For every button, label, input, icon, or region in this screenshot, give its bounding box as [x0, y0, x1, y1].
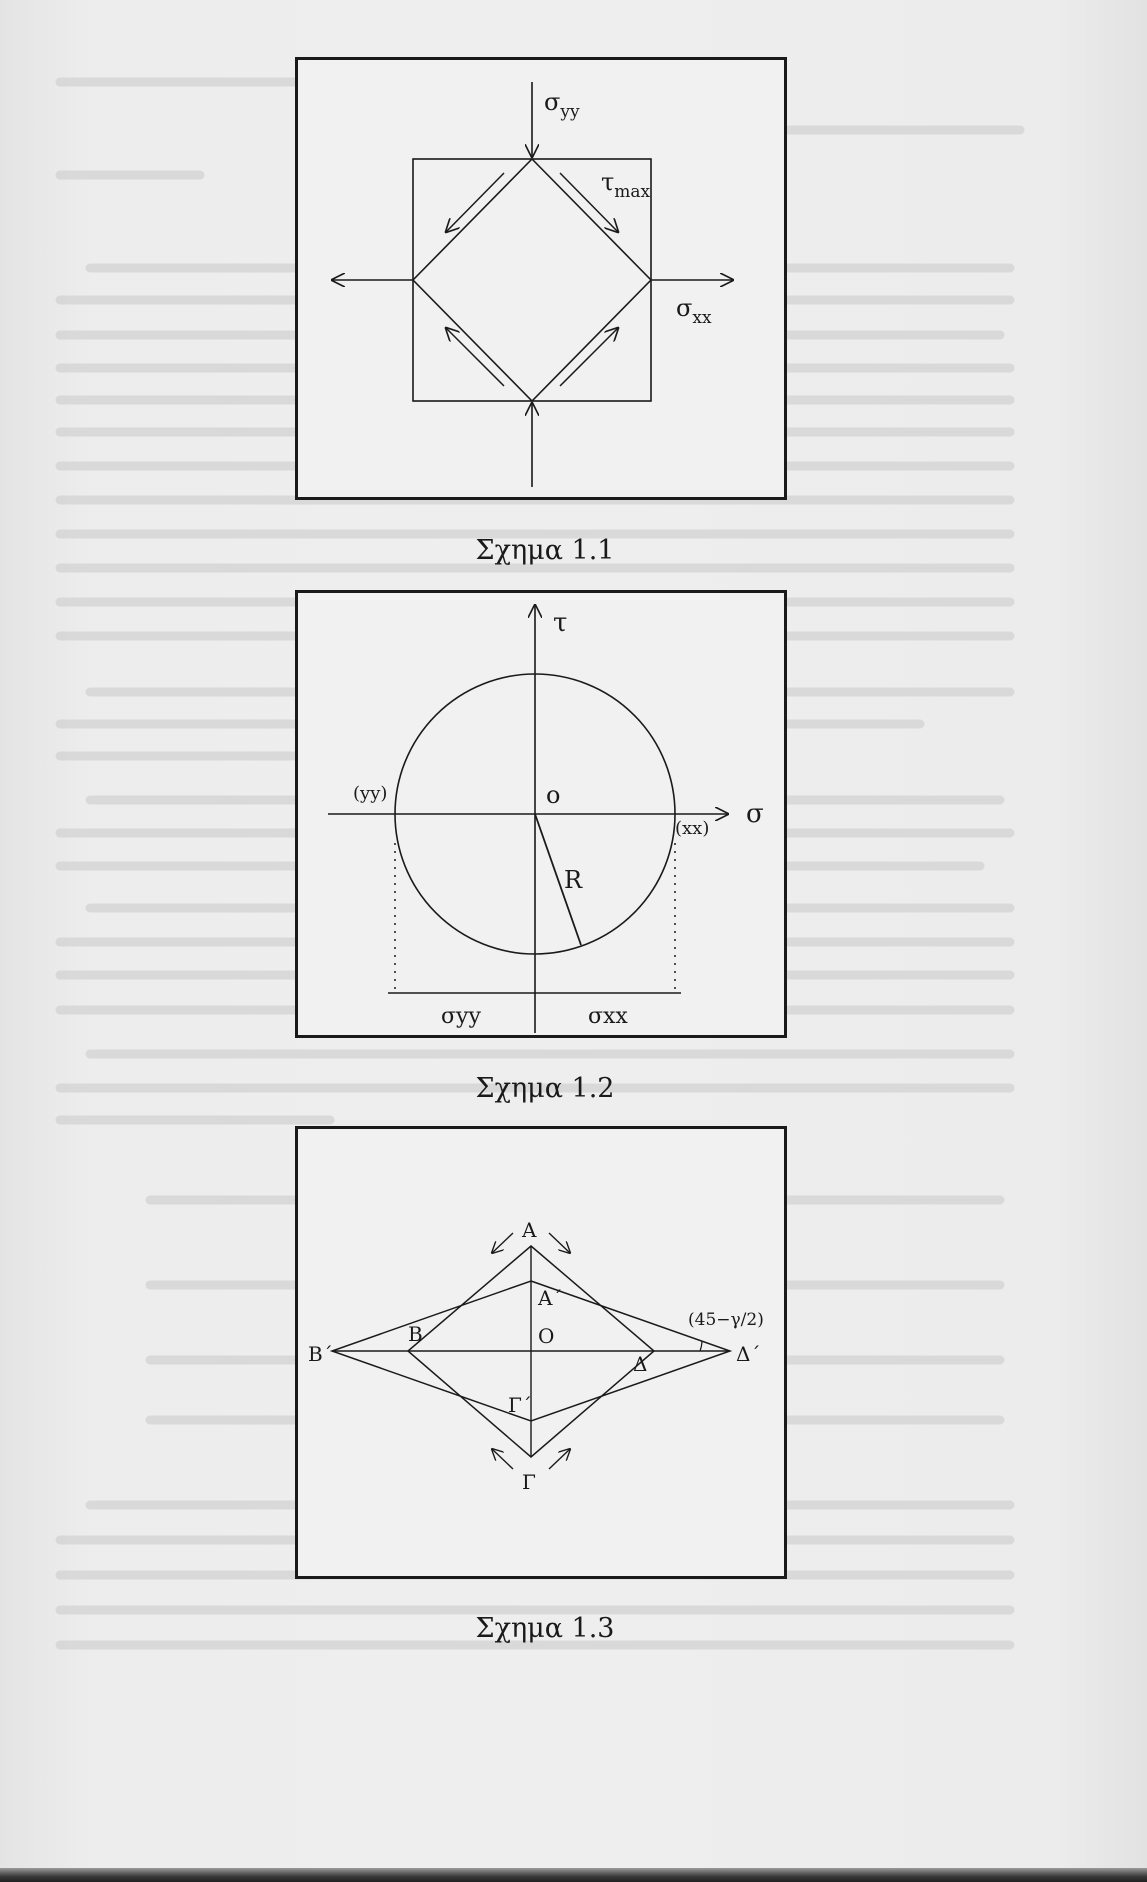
tau-max-label: $\tau_{max}$	[601, 168, 651, 202]
angle-arc	[700, 1341, 702, 1351]
label-Delta-prime: Δ΄	[736, 1342, 761, 1366]
yy-point-label: (yy)	[353, 783, 388, 804]
shear-arrow-lower-right	[560, 328, 618, 386]
label-B-prime: B΄	[308, 1342, 333, 1366]
shear-arrow-a-left	[492, 1233, 513, 1253]
figure-1-1-caption: Σχημα 1.1	[475, 535, 615, 566]
figure-1-2	[295, 590, 787, 1038]
shear-arrow-g-right	[549, 1449, 570, 1469]
figure-1-1	[295, 57, 787, 500]
stress-element-diagram	[298, 60, 784, 497]
figure-1-3-caption: Σχημα 1.3	[475, 1613, 615, 1644]
figure-1-3	[295, 1126, 787, 1579]
sigma-yy-label: $\sigma_{yy}$	[544, 88, 580, 122]
tau-axis-label: τ	[553, 608, 568, 638]
label-angle: (45−γ/2)	[688, 1310, 764, 1330]
radius-label: R	[564, 866, 583, 894]
xx-point-label: (xx)	[675, 818, 710, 839]
label-Delta: Δ	[633, 1352, 648, 1376]
label-Gamma-prime: Γ΄	[508, 1393, 532, 1417]
sigma-axis-label: σ	[746, 799, 764, 829]
mohr-circle-diagram	[298, 593, 784, 1035]
sigma-yy-bottom-label: σyy	[441, 1004, 481, 1029]
label-B: B	[408, 1322, 423, 1346]
shear-arrow-lower-left	[446, 328, 504, 386]
label-A-prime: A΄	[538, 1286, 563, 1310]
deformation-diagram	[298, 1129, 784, 1576]
figure-1-2-caption: Σχημα 1.2	[475, 1073, 615, 1104]
shear-arrow-upper-left	[446, 173, 504, 232]
scan-bottom-edge	[0, 1868, 1147, 1882]
label-Gamma: Γ	[522, 1470, 536, 1494]
origin-label: o	[546, 781, 561, 809]
label-A: A	[522, 1218, 537, 1242]
label-O: O	[538, 1324, 555, 1348]
sigma-xx-bottom-label: σxx	[588, 1004, 628, 1029]
shear-arrow-a-right	[549, 1233, 570, 1253]
sigma-xx-label: $\sigma_{xx}$	[676, 294, 712, 328]
shear-arrow-g-left	[492, 1449, 513, 1469]
